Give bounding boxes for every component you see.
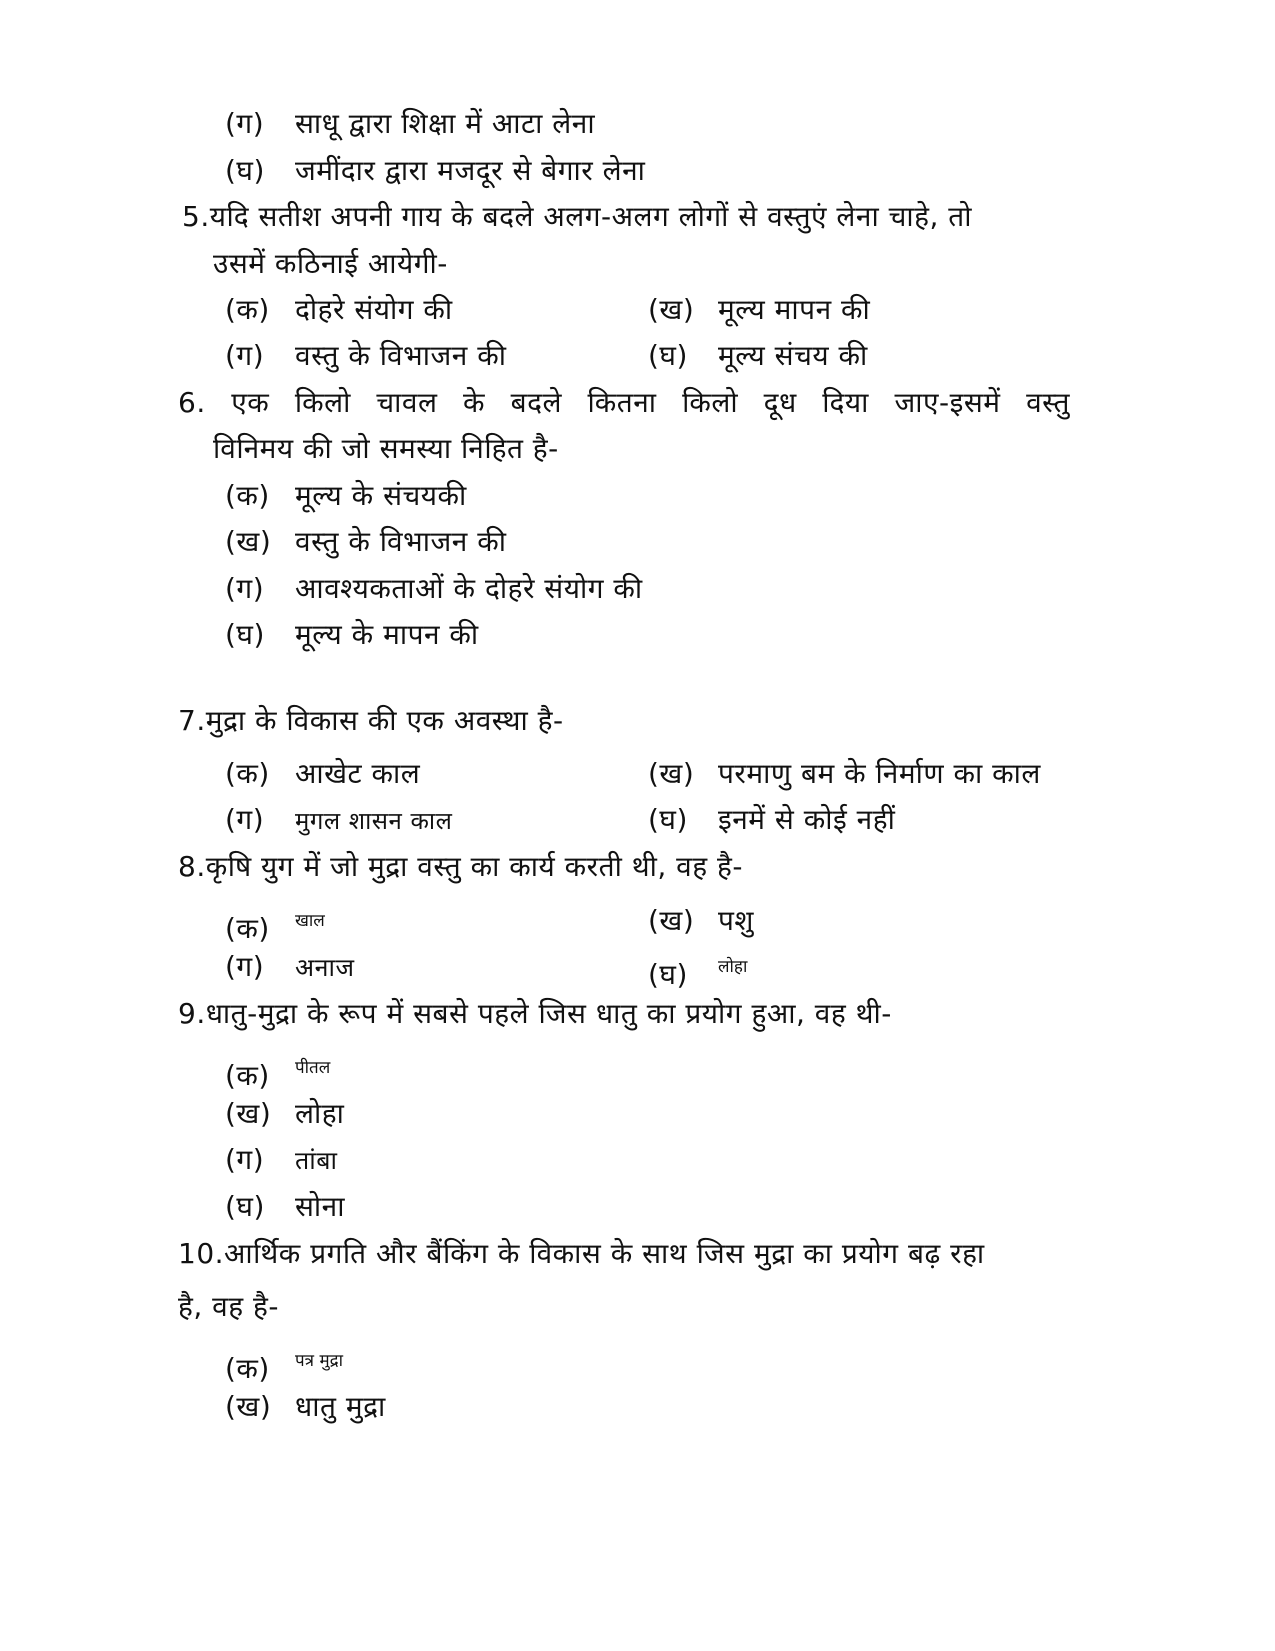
question-6-line-1: 6. एक किलो चावल के बदले कितना किलो दूध दिया जाए-इसमें वस्तु [178,386,1070,419]
option-label: (ग) [225,1143,265,1176]
q5-option-ka [225,292,453,328]
option-label: (क) [225,479,270,512]
option-label: (घ) [648,803,688,836]
option-text: मूल्य के मापन की [295,618,479,651]
q6-option-gha [225,617,479,653]
q9-option-gha [225,1189,345,1225]
option-text: दोहरे संयोग की [295,293,453,326]
option-text: पीतल [295,1058,331,1078]
option-text: वस्तु के विभाजन की [295,339,507,372]
option-label: (घ) [648,958,688,991]
question-10-line-2: है, वह है- [178,1290,279,1323]
option-text: पत्र मुद्रा [295,1351,344,1371]
q8-option-ka [225,903,325,947]
q8-option-gha [648,949,747,993]
option-label: (घ) [648,339,688,372]
option-text: परमाणु बम के निर्माण का काल [718,757,1041,790]
question-5-line-2: उसमें कठिनाई आयेगी- [213,247,448,280]
option-label: (क) [225,293,270,326]
option-text: इनमें से कोई नहीं [718,803,896,836]
question-7-line-1: 7.मुद्रा के विकास की एक अवस्था है- [178,704,564,737]
option-label: (ख) [648,904,695,937]
q10-option-kha [225,1389,386,1425]
q5-option-ga [225,338,506,374]
q7-option-ka [225,756,420,792]
q6-option-ga [225,571,643,607]
q8-option-ga [225,949,355,986]
question-5-line-1: 5.यदि सतीश अपनी गाय के बदले अलग-अलग लोगों से वस्तुएं लेना चाहे, तो [182,200,973,233]
option-text: मूल्य संचय की [718,339,868,372]
option-label: (घ) [225,1190,265,1223]
option-text: अनाज [295,953,355,982]
option-text: खाल [295,911,325,931]
option-text: जमींदार द्वारा मजदूर से बेगार लेना [295,154,646,187]
option-text: पशु [718,904,754,937]
q7-option-ga [225,802,452,839]
option-label: (ख) [225,1097,272,1130]
q7-option-gha [648,802,895,838]
option-label: (ग) [225,339,265,372]
option-label: (ख) [648,293,695,326]
q5-option-kha [648,292,870,328]
question-8-line-1: 8.कृषि युग में जो मुद्रा वस्तु का कार्य करती थी, वह है- [178,850,743,883]
option-text: साधू द्वारा शिक्षा में आटा लेना [295,107,596,140]
q4-option-ga [225,106,595,142]
option-label: (ग) [225,803,265,836]
option-label: (ख) [225,1390,272,1423]
option-label: (ग) [225,950,265,983]
option-text: सोना [295,1190,345,1223]
q5-option-gha [648,338,868,374]
option-label: (क) [225,1352,270,1385]
option-text: आवश्यकताओं के दोहरे संयोग की [295,572,643,605]
q9-option-ga [225,1142,337,1179]
option-text: धातु मुद्रा [295,1390,386,1423]
option-text: मूल्य मापन की [718,293,871,326]
option-text: मुगल शासन काल [295,807,453,835]
option-label: (ख) [648,757,695,790]
option-label: (क) [225,757,270,790]
option-label: (घ) [225,618,265,651]
option-text: लोहा [295,1097,345,1130]
question-10-line-1: 10.आर्थिक प्रगति और बैंकिंग के विकास के साथ जिस मुद्रा का प्रयोग बढ़ रहा [178,1237,985,1270]
q7-option-kha [648,756,1041,792]
option-label: (क) [225,1059,270,1092]
option-text: वस्तु के विभाजन की [295,525,507,558]
question-9-line-1: 9.धातु-मुद्रा के रूप में सबसे पहले जिस धातु का प्रयोग हुआ, वह थी- [178,997,892,1030]
option-text: तांबा [295,1146,338,1175]
option-label: (ग) [225,572,265,605]
q9-option-kha [225,1096,344,1132]
q6-option-kha [225,524,506,560]
option-label: (ग) [225,107,265,140]
option-text: मूल्य के संचयकी [295,479,467,512]
q8-option-kha [648,903,754,939]
option-label: (घ) [225,154,265,187]
q6-option-ka [225,478,467,514]
q10-option-ka [225,1343,343,1387]
q9-option-ka [225,1050,330,1094]
q4-option-gha [225,153,645,189]
option-label: (ख) [225,525,272,558]
question-6-line-2: विनिमय की जो समस्या निहित है- [213,432,559,465]
option-label: (क) [225,912,270,945]
option-text: लोहा [718,957,748,977]
option-text: आखेट काल [295,757,421,790]
